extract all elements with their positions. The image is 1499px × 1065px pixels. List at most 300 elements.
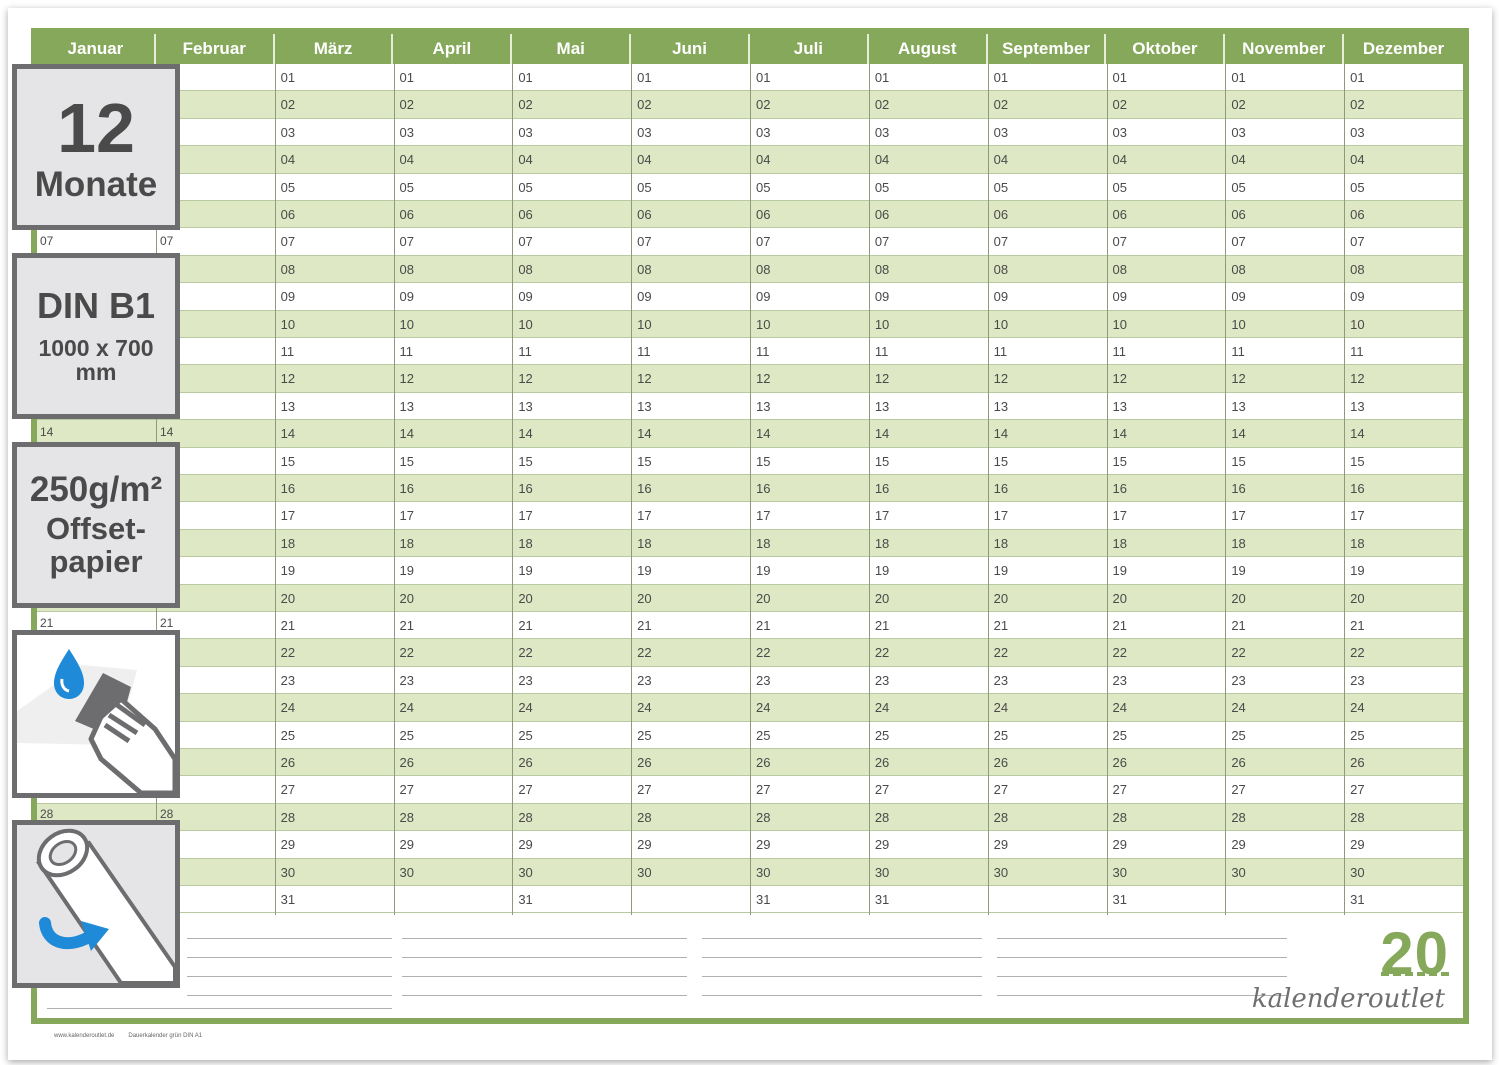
day-cell: 10 <box>518 316 533 332</box>
day-cell: 08 <box>637 261 652 277</box>
day-cell: 17 <box>874 508 890 524</box>
note-line <box>187 938 392 939</box>
day-cell: 19 <box>637 563 652 579</box>
paper-type: Offset-papier <box>46 510 146 579</box>
day-cell: 11 <box>1231 344 1245 359</box>
day-cell: 27 <box>637 782 652 798</box>
day-cell: 12 <box>637 371 652 387</box>
day-cell: 27 <box>280 782 296 798</box>
day-cell: 15 <box>756 453 771 469</box>
day-cell: 30 <box>1231 864 1246 880</box>
day-cell: 29 <box>399 837 414 853</box>
day-cell: 14 <box>280 426 296 442</box>
day-cell: 20 <box>280 590 296 606</box>
day-cell: 13 <box>280 398 296 414</box>
note-line <box>187 995 392 996</box>
day-cell: 14 <box>1350 426 1365 442</box>
day-cell: 23 <box>874 672 890 688</box>
wall-calendar-poster <box>8 8 1492 1060</box>
day-cell: 16 <box>399 481 414 496</box>
day-cell: 01 <box>874 70 890 85</box>
day-cell: 02 <box>399 97 414 113</box>
day-cell: 15 <box>1231 453 1246 469</box>
day-cell: 03 <box>399 124 414 140</box>
day-cell: 28 <box>399 809 414 825</box>
day-cell: 27 <box>756 782 771 798</box>
day-cell: 19 <box>1112 563 1127 579</box>
note-line <box>997 976 1287 977</box>
day-cell: 09 <box>280 289 296 305</box>
notes-area <box>37 916 1463 1024</box>
day-cell: 20 <box>1112 590 1127 606</box>
day-cell: 14 <box>1231 426 1246 442</box>
day-cell: 09 <box>399 289 414 305</box>
day-cell: 01 <box>1112 70 1127 85</box>
day-cell: 02 <box>993 97 1009 113</box>
day-cell: 23 <box>1112 672 1127 688</box>
day-cell: 06 <box>874 207 890 222</box>
day-cell: 14 <box>874 426 890 442</box>
day-cell: 01 <box>280 70 296 85</box>
day-cell: 29 <box>1231 837 1246 853</box>
year-label: 20 <box>1380 920 1449 987</box>
day-cell: 01 <box>756 70 771 85</box>
day-cell: 05 <box>518 179 533 195</box>
note-line <box>187 976 392 977</box>
day-cell: 27 <box>518 782 533 798</box>
day-cell: 16 <box>1231 481 1246 496</box>
day-cell: 25 <box>399 727 414 743</box>
day-cell: 29 <box>637 837 652 853</box>
note-line <box>997 938 1287 939</box>
day-cell: 20 <box>993 590 1009 606</box>
wipeable-feature-box <box>12 630 180 798</box>
brand-logo: kalenderoutlet <box>1251 984 1445 1014</box>
day-cell: 03 <box>874 124 890 140</box>
day-cell: 25 <box>756 727 771 743</box>
calendar-frame <box>31 28 1469 1024</box>
day-cell: 08 <box>1112 261 1127 277</box>
side-day-number: 14 <box>40 425 54 439</box>
day-cell: 25 <box>637 727 652 743</box>
day-cell: 23 <box>993 672 1009 688</box>
day-cell: 03 <box>637 124 652 140</box>
day-cell: 04 <box>874 152 890 168</box>
day-cell: 08 <box>399 261 414 277</box>
day-cell: 20 <box>874 590 890 606</box>
day-cell: 19 <box>1350 563 1365 579</box>
day-cell: 04 <box>1350 152 1365 168</box>
day-cell: 22 <box>993 645 1009 661</box>
year-blank-line <box>1381 972 1449 976</box>
day-cell: 30 <box>874 864 890 880</box>
day-cell: 09 <box>1112 289 1127 305</box>
day-cell: 07 <box>280 234 296 250</box>
day-cell: 07 <box>993 234 1009 250</box>
day-cell: 03 <box>280 124 296 140</box>
day-cell: 11 <box>993 344 1008 359</box>
day-cell: 28 <box>1112 809 1127 825</box>
day-cell: 16 <box>1350 481 1365 496</box>
day-cell: 09 <box>1350 289 1365 305</box>
day-cell: 06 <box>399 207 414 222</box>
day-cell: 10 <box>637 316 652 332</box>
day-cell: 28 <box>1231 809 1246 825</box>
day-cell: 18 <box>518 535 533 551</box>
note-line <box>187 957 392 958</box>
day-cell: 06 <box>1231 207 1246 222</box>
day-cell: 08 <box>874 261 890 277</box>
day-cell: 27 <box>1231 782 1246 798</box>
day-cell: 24 <box>874 700 890 716</box>
paper-feature-box <box>12 442 180 608</box>
day-cell: 18 <box>637 535 652 551</box>
day-cell: 03 <box>518 124 533 140</box>
day-cell: 23 <box>1231 672 1246 688</box>
day-cell: 27 <box>874 782 890 798</box>
day-cell: 20 <box>1350 590 1365 606</box>
day-cell: 14 <box>399 426 414 442</box>
note-line <box>402 976 687 977</box>
day-cell: 27 <box>993 782 1009 798</box>
day-cell: 08 <box>518 261 533 277</box>
din-dimensions: 1000 x 700 mm <box>38 334 154 385</box>
day-cell: 06 <box>518 207 533 222</box>
day-cell: 14 <box>1112 426 1127 442</box>
day-cell: 07 <box>637 234 652 250</box>
day-cell: 21 <box>993 618 1009 633</box>
day-cell: 24 <box>280 700 296 716</box>
day-cell: 25 <box>874 727 890 743</box>
day-cell: 11 <box>1112 344 1126 359</box>
day-cell: 06 <box>1350 207 1365 222</box>
side-day-number: 07 <box>160 234 174 248</box>
day-cell: 17 <box>1231 508 1246 524</box>
day-cell: 17 <box>1112 508 1127 524</box>
day-cell: 25 <box>993 727 1009 743</box>
note-line <box>402 957 687 958</box>
day-cell: 21 <box>756 618 771 633</box>
day-cell: 26 <box>1350 755 1365 770</box>
day-cell: 11 <box>1350 344 1364 359</box>
day-cell: 01 <box>1231 70 1246 85</box>
day-cell: 29 <box>874 837 890 853</box>
day-cell: 14 <box>518 426 533 442</box>
day-cell: 13 <box>874 398 890 414</box>
day-cell: 10 <box>1231 316 1246 332</box>
day-cell: 10 <box>1350 316 1365 332</box>
day-cell: 15 <box>518 453 533 469</box>
day-cell: 03 <box>1350 124 1365 140</box>
month-header-7: Juli <box>750 34 869 64</box>
day-cell: 19 <box>874 563 890 579</box>
day-cell: 20 <box>756 590 771 606</box>
day-cell: 21 <box>637 618 652 633</box>
months-label: Monate <box>34 164 158 204</box>
day-cell: 05 <box>993 179 1009 195</box>
day-cell: 12 <box>1350 371 1365 387</box>
day-cell: 27 <box>1350 782 1365 798</box>
water-drop-icon <box>54 649 84 699</box>
day-cell: 19 <box>993 563 1009 579</box>
day-cell: 22 <box>1231 645 1246 661</box>
month-header-5: Mai <box>512 34 631 64</box>
day-cell: 10 <box>399 316 414 332</box>
day-cell: 02 <box>637 97 652 113</box>
day-cell: 05 <box>637 179 652 195</box>
day-cell: 07 <box>756 234 771 250</box>
day-cell: 04 <box>993 152 1009 168</box>
day-cell: 10 <box>993 316 1009 332</box>
day-cell: 16 <box>637 481 652 496</box>
day-cell: 12 <box>993 371 1009 387</box>
day-cell: 01 <box>993 70 1009 85</box>
footer-site: www.kalenderoutlet.de <box>54 1033 115 1039</box>
day-cell: 19 <box>1231 563 1246 579</box>
day-cell: 06 <box>756 207 771 222</box>
day-cell: 30 <box>1350 864 1365 880</box>
day-cell: 12 <box>1231 371 1246 387</box>
day-cell: 30 <box>280 864 296 880</box>
day-cell: 28 <box>874 809 890 825</box>
day-cell: 28 <box>993 809 1009 825</box>
day-cell: 20 <box>518 590 533 606</box>
day-cell: 16 <box>993 481 1009 496</box>
din-feature-box <box>12 253 180 419</box>
wipe-illustration <box>17 635 175 793</box>
day-cell: 11 <box>399 344 413 359</box>
day-cell: 18 <box>399 535 414 551</box>
day-cell: 11 <box>518 344 532 359</box>
day-cell: 21 <box>518 618 533 633</box>
day-cell: 26 <box>280 755 296 770</box>
side-day-number: 28 <box>160 807 174 821</box>
day-cell: 26 <box>518 755 533 770</box>
day-cell: 30 <box>399 864 414 880</box>
day-cell: 24 <box>1350 700 1365 716</box>
side-day-number: 21 <box>160 616 174 630</box>
day-cell: 27 <box>1112 782 1127 798</box>
day-cell: 13 <box>1231 398 1246 414</box>
day-cell: 26 <box>1231 755 1246 770</box>
day-cell: 13 <box>399 398 414 414</box>
day-cell: 28 <box>756 809 771 825</box>
day-cell: 12 <box>874 371 890 387</box>
day-cell: 13 <box>1112 398 1127 414</box>
day-cell: 02 <box>1231 97 1246 113</box>
day-cell: 15 <box>637 453 652 469</box>
day-cell: 05 <box>1231 179 1246 195</box>
day-cell: 29 <box>756 837 771 853</box>
day-cell: 24 <box>756 700 771 716</box>
day-cell: 06 <box>1112 207 1127 222</box>
day-cell: 09 <box>637 289 652 305</box>
day-cell: 16 <box>518 481 533 496</box>
day-cell: 21 <box>874 618 890 633</box>
day-cell: 18 <box>1231 535 1246 551</box>
note-line <box>47 1008 392 1009</box>
day-cell: 12 <box>1112 371 1127 387</box>
paper-weight: 250g/m² <box>29 469 163 509</box>
day-cell: 16 <box>1112 481 1127 496</box>
day-cell: 04 <box>399 152 414 168</box>
day-cell: 22 <box>399 645 414 661</box>
day-cell: 02 <box>874 97 890 113</box>
day-cell: 24 <box>637 700 652 716</box>
day-cell: 22 <box>518 645 533 661</box>
day-cell: 24 <box>1112 700 1127 716</box>
day-cell: 04 <box>1231 152 1246 168</box>
day-cell: 26 <box>993 755 1009 770</box>
day-cell: 01 <box>1350 70 1365 85</box>
day-cell: 15 <box>874 453 890 469</box>
footer <box>54 1033 202 1039</box>
month-header-row <box>37 34 1463 64</box>
month-header-6: Juni <box>631 34 750 64</box>
day-cell: 19 <box>280 563 296 579</box>
day-cell: 26 <box>399 755 414 770</box>
day-cell: 24 <box>1231 700 1246 716</box>
day-cell: 23 <box>637 672 652 688</box>
day-cell: 26 <box>1112 755 1127 770</box>
day-cell: 04 <box>518 152 533 168</box>
calendar-grid <box>34 64 1463 915</box>
note-line <box>702 957 982 958</box>
day-cell: 06 <box>280 207 296 222</box>
day-cell: 18 <box>993 535 1009 551</box>
day-cell: 08 <box>1350 261 1365 277</box>
day-cell: 15 <box>280 453 296 469</box>
day-cell: 29 <box>280 837 296 853</box>
day-cell: 22 <box>637 645 652 661</box>
day-cell: 13 <box>1350 398 1365 414</box>
day-cell: 23 <box>399 672 414 688</box>
day-cell: 19 <box>756 563 771 579</box>
day-cell: 23 <box>518 672 533 688</box>
day-cell: 17 <box>637 508 652 524</box>
day-cell: 14 <box>756 426 771 442</box>
day-cell: 11 <box>756 344 770 359</box>
day-cell: 18 <box>874 535 890 551</box>
day-cell: 11 <box>637 344 651 359</box>
day-cell: 28 <box>518 809 533 825</box>
rolled-poster-icon <box>30 825 175 983</box>
day-cell: 07 <box>874 234 890 250</box>
day-cell: 21 <box>1112 618 1127 633</box>
day-cell: 22 <box>280 645 296 661</box>
day-cell: 02 <box>756 97 771 113</box>
day-cell: 15 <box>993 453 1009 469</box>
note-line <box>997 957 1287 958</box>
month-header-3: März <box>275 34 394 64</box>
day-cell: 30 <box>756 864 771 880</box>
day-cell: 11 <box>874 344 889 359</box>
day-cell: 23 <box>756 672 771 688</box>
day-cell: 18 <box>756 535 771 551</box>
day-cell: 08 <box>1231 261 1246 277</box>
rolled-delivery-box <box>12 820 180 988</box>
day-cell: 17 <box>993 508 1009 524</box>
day-cell: 11 <box>280 344 295 359</box>
day-cell: 02 <box>1112 97 1127 113</box>
side-day-number: 28 <box>40 807 54 821</box>
day-cell: 20 <box>1231 590 1246 606</box>
day-cell: 08 <box>756 261 771 277</box>
note-line <box>402 938 687 939</box>
day-cell: 03 <box>993 124 1009 140</box>
day-cell: 25 <box>1350 727 1365 743</box>
day-cell: 17 <box>280 508 296 524</box>
day-cell: 15 <box>1112 453 1127 469</box>
day-cell: 13 <box>518 398 533 414</box>
month-header-4: April <box>393 34 512 64</box>
day-cell: 21 <box>1231 618 1246 633</box>
day-cell: 04 <box>756 152 771 168</box>
day-cell: 07 <box>1112 234 1127 250</box>
day-cell: 19 <box>399 563 414 579</box>
day-cell: 08 <box>993 261 1009 277</box>
day-cell: 08 <box>280 261 296 277</box>
day-cell: 18 <box>280 535 296 551</box>
day-cell: 02 <box>1350 97 1365 113</box>
day-cell: 01 <box>637 70 652 85</box>
day-cell: 09 <box>756 289 771 305</box>
day-cell: 30 <box>1112 864 1127 880</box>
day-cell: 09 <box>993 289 1009 305</box>
note-line <box>402 995 687 996</box>
day-cell: 07 <box>1350 234 1365 250</box>
note-line <box>702 995 982 996</box>
day-cell: 26 <box>756 755 771 770</box>
day-cell: 17 <box>756 508 771 524</box>
day-cell: 26 <box>637 755 652 770</box>
footer-product: Dauerkalender grün DIN A1 <box>128 1033 203 1039</box>
day-cell: 25 <box>518 727 533 743</box>
day-cell: 14 <box>993 426 1009 442</box>
day-cell: 14 <box>637 426 652 442</box>
day-cell: 30 <box>637 864 652 880</box>
day-cell: 28 <box>637 809 652 825</box>
month-header-8: August <box>869 34 988 64</box>
day-cell: 22 <box>874 645 890 661</box>
day-cell: 12 <box>518 371 533 387</box>
day-cell: 07 <box>1231 234 1246 250</box>
day-cell: 31 <box>518 892 533 907</box>
day-cell: 09 <box>874 289 890 305</box>
day-cell: 22 <box>1112 645 1127 661</box>
day-cell: 21 <box>399 618 414 633</box>
month-header-2: Februar <box>156 34 275 64</box>
day-cell: 24 <box>399 700 414 716</box>
day-cell: 21 <box>1350 618 1365 633</box>
day-cell: 16 <box>280 481 296 496</box>
day-cell: 05 <box>280 179 296 195</box>
day-cell: 04 <box>637 152 652 168</box>
day-cell: 05 <box>756 179 771 195</box>
day-cell: 01 <box>518 70 533 85</box>
day-cell: 23 <box>1350 672 1365 688</box>
day-cell: 13 <box>756 398 771 414</box>
day-cell: 02 <box>518 97 533 113</box>
note-line <box>702 938 982 939</box>
day-cell: 25 <box>1112 727 1127 743</box>
day-cell: 15 <box>1350 453 1365 469</box>
day-cell: 31 <box>1350 892 1365 907</box>
day-cell: 15 <box>399 453 414 469</box>
day-cell: 28 <box>280 809 296 825</box>
day-cell: 10 <box>874 316 890 332</box>
day-cell: 04 <box>1112 152 1127 168</box>
